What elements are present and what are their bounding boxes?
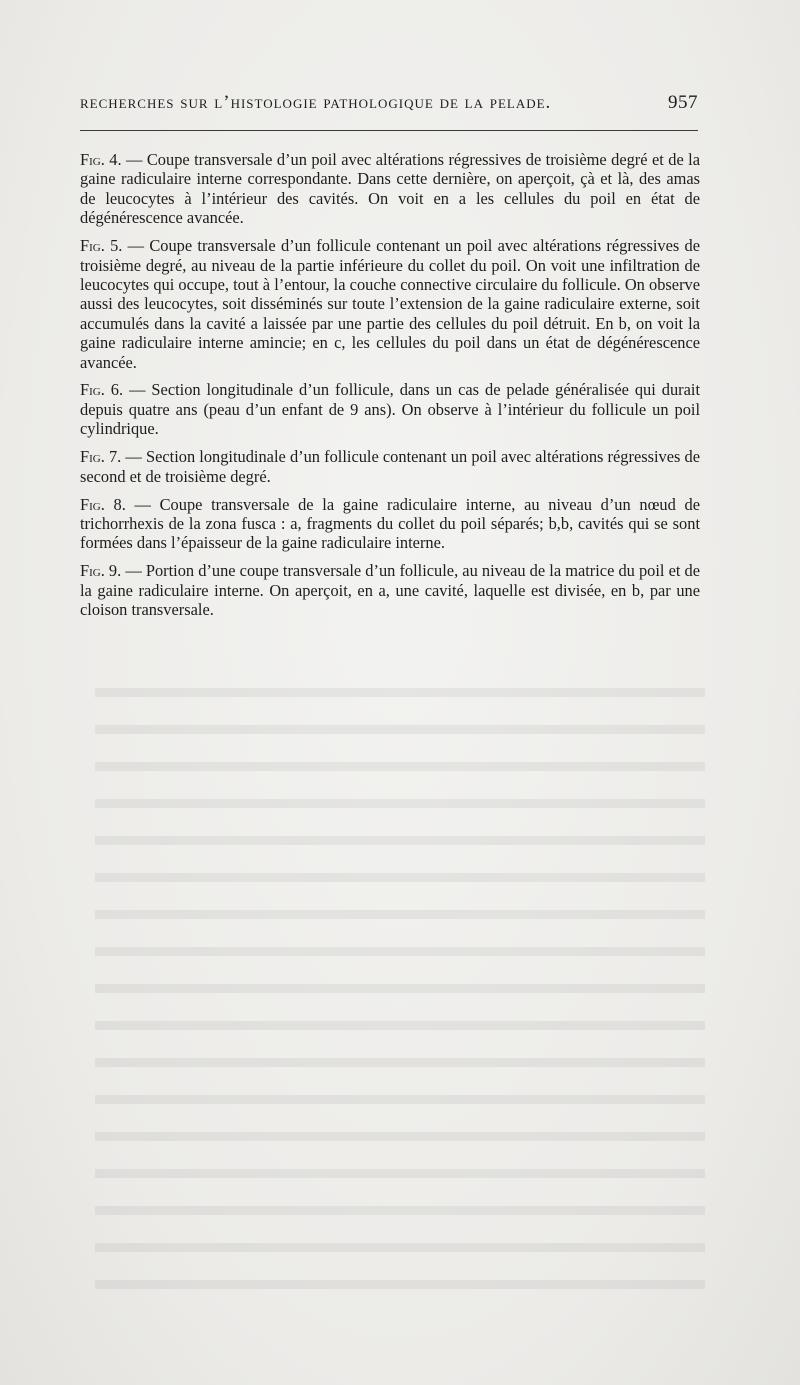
caption-fig-9 xyxy=(80,561,700,619)
caption-fig-4 xyxy=(80,150,700,228)
caption-text: — Coupe transversale d’un follicule contenant un poil avec altérations régressives de troisième degré, au niveau de la partie inférieure du collet du poil. On voit une infiltration de leucocytes qui occupe, tout à l’entour, la couche connective circulaire du follicule. On observe aussi des leucocytes, soit disséminés sur toute l’extension de la gaine radiculaire externe, soit accumulés dans la cavité a laissée par une partie des cellules du poil détruit. En b, on voit la gaine radiculaire interne amincie; en c, les cellules du poil dans un état de dégénérescence avancée. xyxy=(80,236,700,372)
caption-text: — Section longitudinale d’un follicule contenant un poil avec altérations régressives de second et de troisième degré. xyxy=(80,447,701,486)
caption-fig-6 xyxy=(80,380,700,438)
caption-label: Fig. 7. xyxy=(80,447,122,467)
header-rule xyxy=(80,130,698,131)
page-number: 957 xyxy=(668,92,698,113)
caption-text: — Coupe transversale d’un poil avec altérations régressives de troisième degré et de la gaine radiculaire interne correspondante. Dans cette dernière, on aperçoit, çà et là, des amas de leucocytes à l’intérieur des cavités. On voit en a les cellules du poil en état de dégénérescence avancée. xyxy=(80,150,701,228)
running-title: recherches sur l’histologie pathologique de la pelade. xyxy=(80,92,552,113)
running-header xyxy=(80,92,698,114)
caption-text: — Portion d’une coupe transversale d’un follicule, au niveau de la matrice du poil et de la gaine radiculaire interne. On aperçoit, en a, une cavité, laquelle est divisée, en b, par une cloison transversale. xyxy=(80,561,700,620)
caption-label: Fig. 6. xyxy=(80,380,124,400)
caption-fig-5 xyxy=(80,236,700,372)
caption-text: — Section longitudinale d’un follicule, dans un cas de pelade généralisée qui durait depuis quatre ans (peau d’un enfant de 9 ans). On observe à l’intérieur du follicule un poil cylindrique. xyxy=(80,380,700,439)
caption-fig-7 xyxy=(80,447,700,486)
caption-fig-8 xyxy=(80,495,700,553)
caption-label: Fig. 5. xyxy=(80,236,123,256)
bleed-through-shadow xyxy=(0,660,800,1300)
caption-label: Fig. 9. xyxy=(80,561,122,581)
figure-captions xyxy=(80,150,700,628)
caption-label: Fig. 4. xyxy=(80,150,122,169)
caption-text: — Coupe transversale de la gaine radiculaire interne, au niveau d’un nœud de trichorrhexis de la zona fusca : a, fragments du collet du poil séparés; b,b, cavités qui se sont formées dans l’épaisseur de la gaine radiculaire interne. xyxy=(80,494,700,553)
caption-label: Fig. 8. xyxy=(80,494,126,514)
